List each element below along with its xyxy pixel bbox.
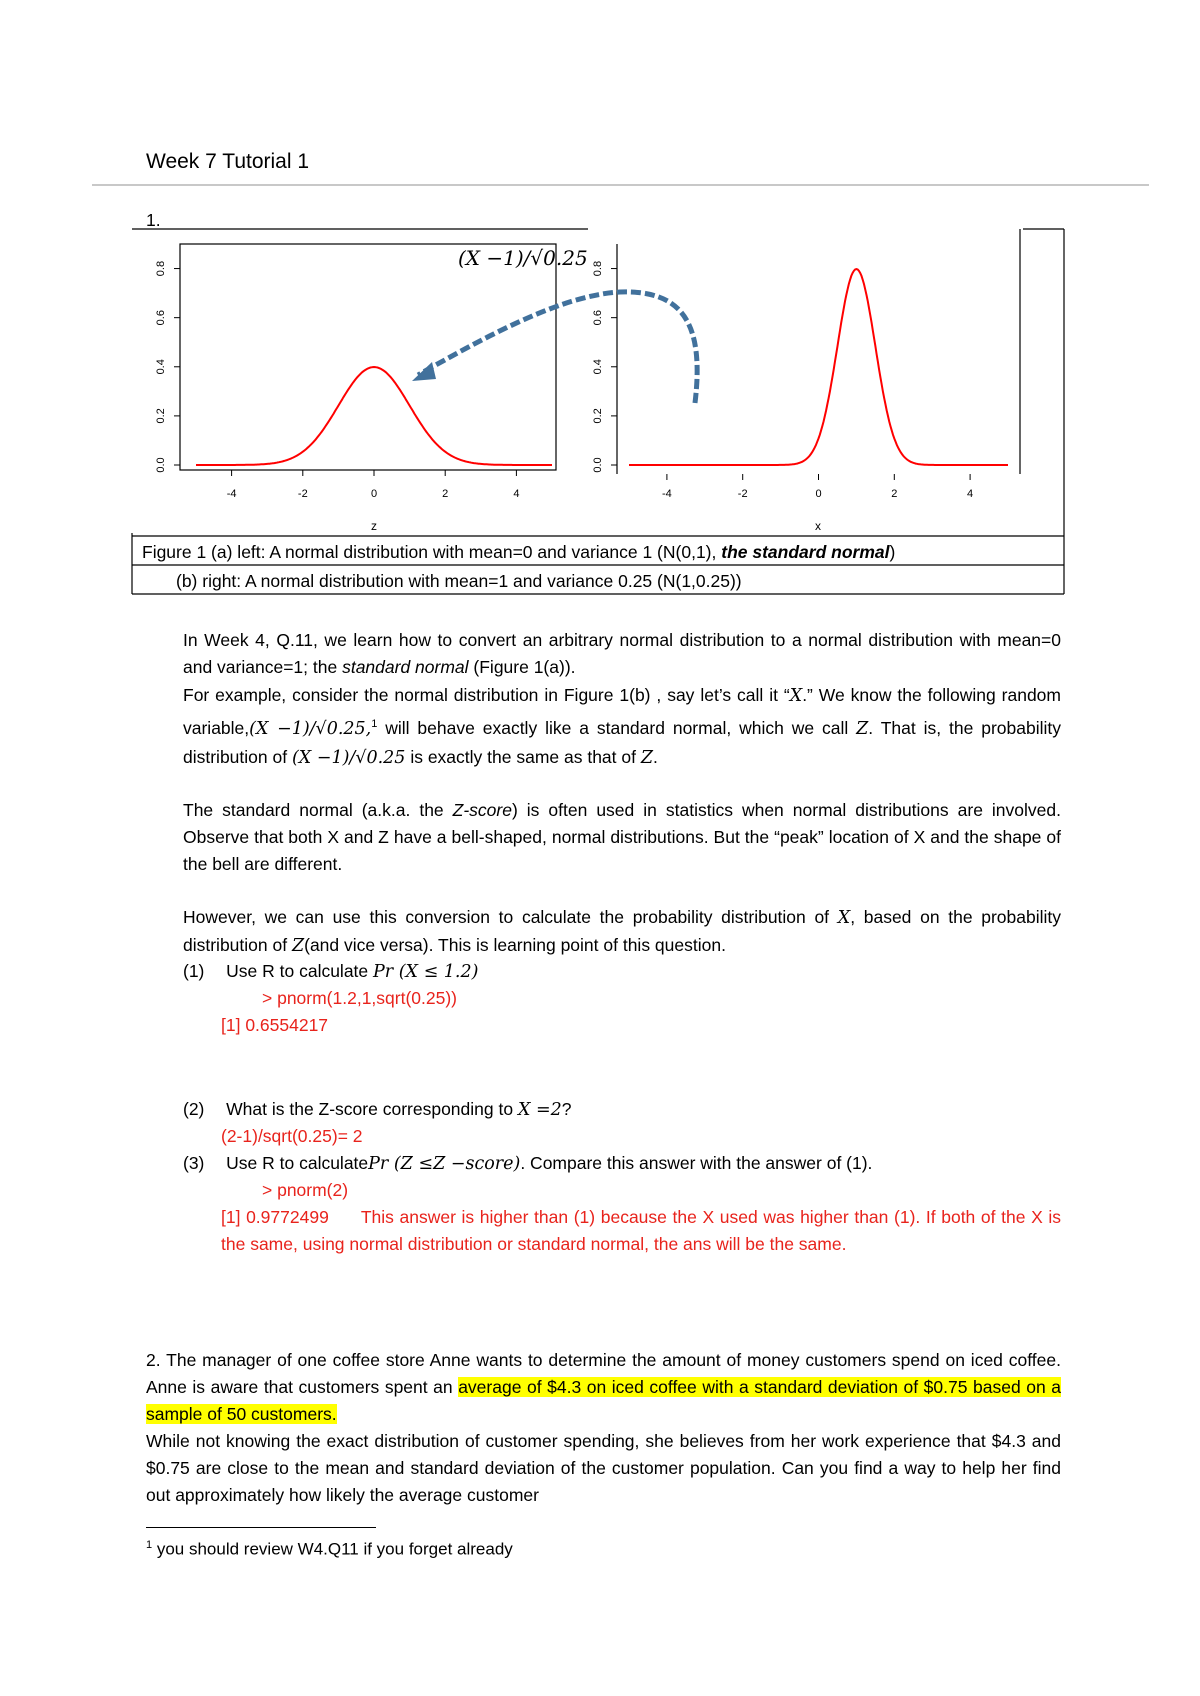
left-y-tick-label: 0.4	[155, 359, 167, 375]
question-2: 2. The manager of one coffee store Anne wants to determine the amount of money customers spend on iced coffee. Anne is aware that customers spent an average of $4.3 on iced coffee with a standard deviation of $0.75 based on a sample of 50 customers. While not knowing the exact distribution of customer spending, she believes from her work experience that $4.3 and $0.75 are close to the mean and standard deviation of the customer population. Can you find a way to help her find out approximately how likely the average customer	[146, 1350, 1061, 1505]
paragraph-2: The standard normal (a.k.a. the Z-score) is often used in statistics when normal distributions are involved. Observe that both X and Z have a bell-shaped, normal distributions. But the “peak” location of X and the shape of the bell are different.	[183, 800, 1061, 874]
right-y-tick-label: 0.8	[592, 260, 604, 277]
caption-a-text: Figure 1 (a) left: A normal distribution with mean=0 and variance 1 (N(0,1),	[142, 542, 722, 562]
figure-1	[0, 0, 1200, 600]
left-y-tick-label: 0.0	[155, 457, 167, 473]
item-3-code: > pnorm(2)	[262, 1180, 349, 1200]
right-x-tick-label: -4	[662, 488, 672, 500]
overlay-formula: (X −1)/√0.25	[458, 246, 588, 270]
left-normal-curve	[196, 367, 552, 465]
right-y-tick-label: 0.2	[592, 408, 604, 424]
right-x-label: x	[815, 519, 821, 533]
item-2: (2) What is the Z-score corresponding to X =2?	[183, 1099, 572, 1120]
item-1-result: [1] 0.6554217	[221, 1015, 329, 1035]
figure-caption-b: (b) right: A normal distribution with mean=1 and variance 0.25 (N(1,0.25))	[176, 571, 742, 591]
left-x-tick-label: 2	[442, 488, 449, 500]
right-y-tick-label: 0.0	[592, 457, 604, 473]
right-x-tick-label: 4	[967, 488, 974, 500]
transform-arrow	[418, 292, 697, 403]
left-y-tick-label: 0.8	[155, 260, 167, 277]
caption-a-end: )	[889, 542, 896, 562]
footnote-divider	[146, 1527, 376, 1528]
caption-a-emphasis: the standard normal	[721, 542, 890, 562]
left-x-tick-label: -4	[226, 488, 237, 500]
item-1: (1) Use R to calculate Pr (X ≤ 1.2)	[183, 961, 479, 982]
paragraph-1a: In Week 4, Q.11, we learn how to convert an arbitrary normal distribution to a normal distribution with mean=0 and variance=1; the standard normal (Figure 1(a)).	[183, 630, 1061, 677]
paragraph-3: However, we can use this conversion to calculate the probability distribution of X, based on the probability distribution of Z(and vice versa). This is learning point of this question.	[183, 907, 1061, 956]
right-y-tick-label: 0.4	[592, 359, 604, 375]
left-y-tick-label: 0.2	[155, 408, 167, 424]
right-x-tick-label: 2	[891, 488, 898, 500]
right-y-tick-label: 0.6	[592, 310, 604, 326]
left-x-tick-label: 4	[513, 488, 520, 500]
item-1-code: > pnorm(1.2,1,sqrt(0.25))	[262, 988, 458, 1008]
left-plot-frame	[180, 244, 556, 470]
item-3: (3) Use R to calculatePr (Z ≤Z −score). Compare this answer with the answer of (1).	[183, 1153, 873, 1174]
footnote: $^1$ you should review W4.Q11 if you forget already	[146, 1539, 513, 1559]
right-x-tick-label: -2	[737, 488, 748, 500]
left-y-tick-label: 0.6	[155, 310, 167, 326]
right-normal-curve	[629, 269, 1008, 465]
question-1-number: 1.	[146, 210, 161, 230]
left-x-label: z	[371, 519, 377, 533]
item-2-answer: (2-1)/sqrt(0.25)= 2	[221, 1126, 363, 1146]
left-x-tick-label: -2	[297, 488, 308, 500]
item-3-result: [1] 0.9772499 This answer is higher than (1) because the X used was higher than (1). If both of the X is the same, using normal distribution or standard normal, the ans will be the same.	[221, 1207, 1062, 1254]
left-x-tick-label: 0	[370, 488, 378, 500]
figure-caption-a	[142, 542, 895, 563]
arrow-head-icon	[412, 362, 436, 381]
page-title: Week 7 Tutorial 1	[146, 150, 310, 173]
right-x-tick-label: 0	[815, 488, 822, 500]
paragraph-1b: For example, consider the normal distribution in Figure 1(b) , say let’s call it “X.” We know the following random variable,(X −1)/√0.25,$^1$ will behave exactly like a standard normal, which we call Z. That is, the probability distribution of (X −1)/√0.25 is exactly the same as that of Z.	[183, 685, 1061, 768]
